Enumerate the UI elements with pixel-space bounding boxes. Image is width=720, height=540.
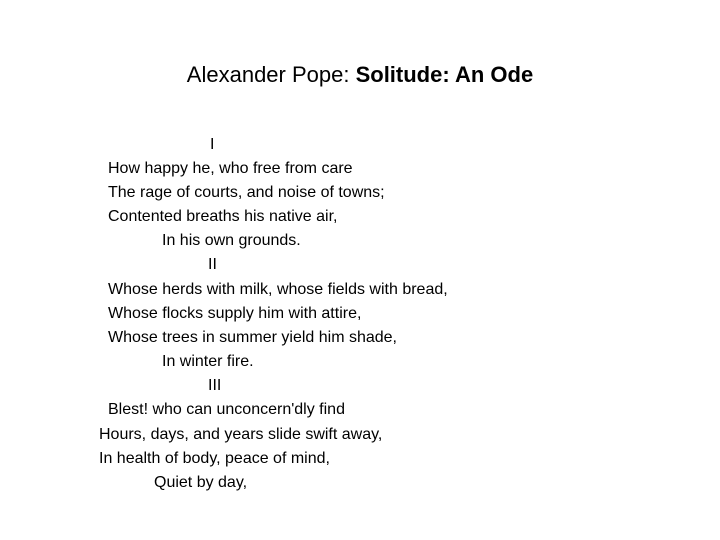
title-author: Alexander Pope: xyxy=(186,62,356,87)
poem-line: How happy he, who free from care xyxy=(108,160,353,177)
poem-line: The rage of courts, and noise of towns; xyxy=(108,184,385,201)
poem-line: Quiet by day, xyxy=(154,474,248,491)
stanza-numeral-1: I xyxy=(210,136,215,153)
stanza-numeral-2: II xyxy=(208,256,217,273)
title-work: Solitude: An Ode xyxy=(355,62,534,87)
poem-line: Whose herds with milk, whose fields with bread, xyxy=(108,281,448,298)
stanza-numeral-3: III xyxy=(208,377,222,394)
poem-line: In winter fire. xyxy=(162,353,254,370)
poem-line: Whose flocks supply him with attire, xyxy=(108,305,362,322)
poem-line: In health of body, peace of mind, xyxy=(99,450,330,467)
poem-line: Whose trees in summer yield him shade, xyxy=(108,329,397,346)
poem-line: Contented breaths his native air, xyxy=(108,208,338,225)
poem-line: Blest! who can unconcern'dly find xyxy=(108,401,345,418)
poem-line: Hours, days, and years slide swift away, xyxy=(99,426,383,443)
poem-line: In his own grounds. xyxy=(162,232,301,249)
